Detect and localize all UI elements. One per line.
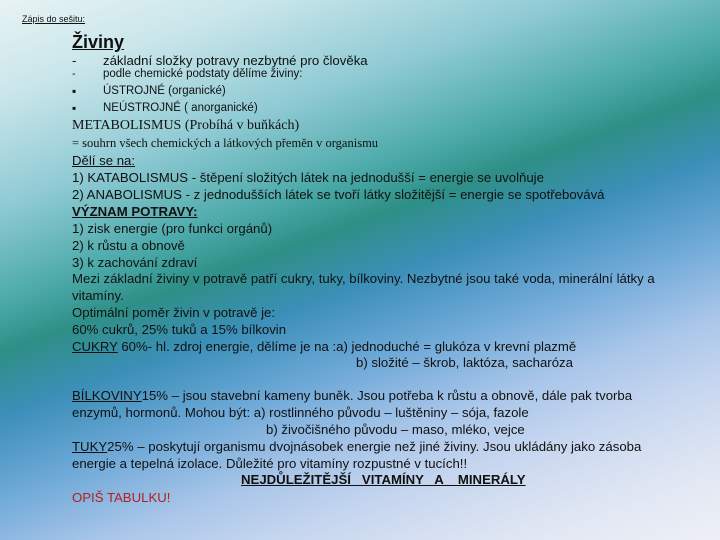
sugars-label: CUKRY [72,339,118,354]
fats-label: TUKY [72,439,108,454]
classification-line: podle chemické podstaty dělíme živiny: [103,68,303,80]
importance-item-3: 3) k zachování zdraví [72,255,198,270]
bullet-icon: ▪ [72,84,77,98]
fats-text: 25% – poskytují organismu dvojnásobek energie než jiné živiny. Jsou ukládány jako zásoba [107,439,642,454]
importance-heading: VÝZNAM POTRAVY: [72,204,198,219]
emphasis-line: NEJDŮLEŽITĚJŠÍ VITAMÍNY A MINERÁLY [241,472,526,487]
bullet-icon: ▪ [72,101,77,115]
catabolism-item: 1) KATABOLISMUS - štěpení složitých látek na jednodušší = energie se uvolňuje [72,170,544,185]
fats-line [72,439,641,454]
page-title: Živiny [72,32,125,52]
metabolism-heading: METABOLISMUS (Probíhá v buňkách) [72,118,300,133]
sugars-line [72,339,576,354]
proteins-line-2: enzymů, hormonů. Mohou být: a) rostlinného původu – luštěniny – sója, fazole [72,405,529,420]
intro-line: základní složky potravy nezbytné pro člověka [103,53,368,68]
intro-dash-2: - [72,68,76,80]
task-note: OPIŠ TABULKU! [72,490,171,505]
header-note: Zápis do sešitu: [22,14,86,24]
sugars-complex: b) složité – škrob, laktóza, sacharóza [356,355,573,370]
proteins-line [72,388,632,403]
nutrients-line: vitamíny. [72,288,124,303]
importance-item-2: 2) k růstu a obnově [72,238,185,253]
importance-item-1: 1) zisk energie (pro funkci orgánů) [72,221,273,236]
proteins-line-3: b) živočišného původu – maso, mléko, vejce [266,422,525,437]
proteins-text: 15% – jsou stavební kameny buněk. Jsou potřeba k růstu a obnově, dále pak tvorba [141,388,633,403]
sugars-text: 60%- hl. zdroj energie, dělíme je na :a) jednoduché = glukóza v krevní plazmě [117,339,577,354]
ratio-values: 60% cukrů, 25% tuků a 15% bílkovin [72,322,287,337]
nutrients-line: Mezi základní živiny v potravě patří cukry, tuky, bílkoviny. Nezbytné jsou také voda, minerální látky a [72,271,655,286]
proteins-label: BÍLKOVINY [72,388,142,403]
ratio-heading: Optimální poměr živin v potravě je: [72,305,276,320]
metabolism-definition: = souhrn všech chemických a látkových přeměn v organismu [72,136,379,150]
anabolism-item: 2) ANABOLISMUS - z jednodušších látek se tvoří látky složitější = energie se spotřebovává [72,187,605,202]
inorganic-item: NEÚSTROJNÉ ( anorganické) [103,102,258,114]
divides-label: Dělí se na: [72,153,136,168]
organic-item: ÚSTROJNÉ (organické) [103,85,226,97]
fats-line-2: energie a tepelná izolace. Důležité pro vitamíny rozpustné v tucích!! [72,456,468,471]
intro-dash: - [72,53,77,68]
